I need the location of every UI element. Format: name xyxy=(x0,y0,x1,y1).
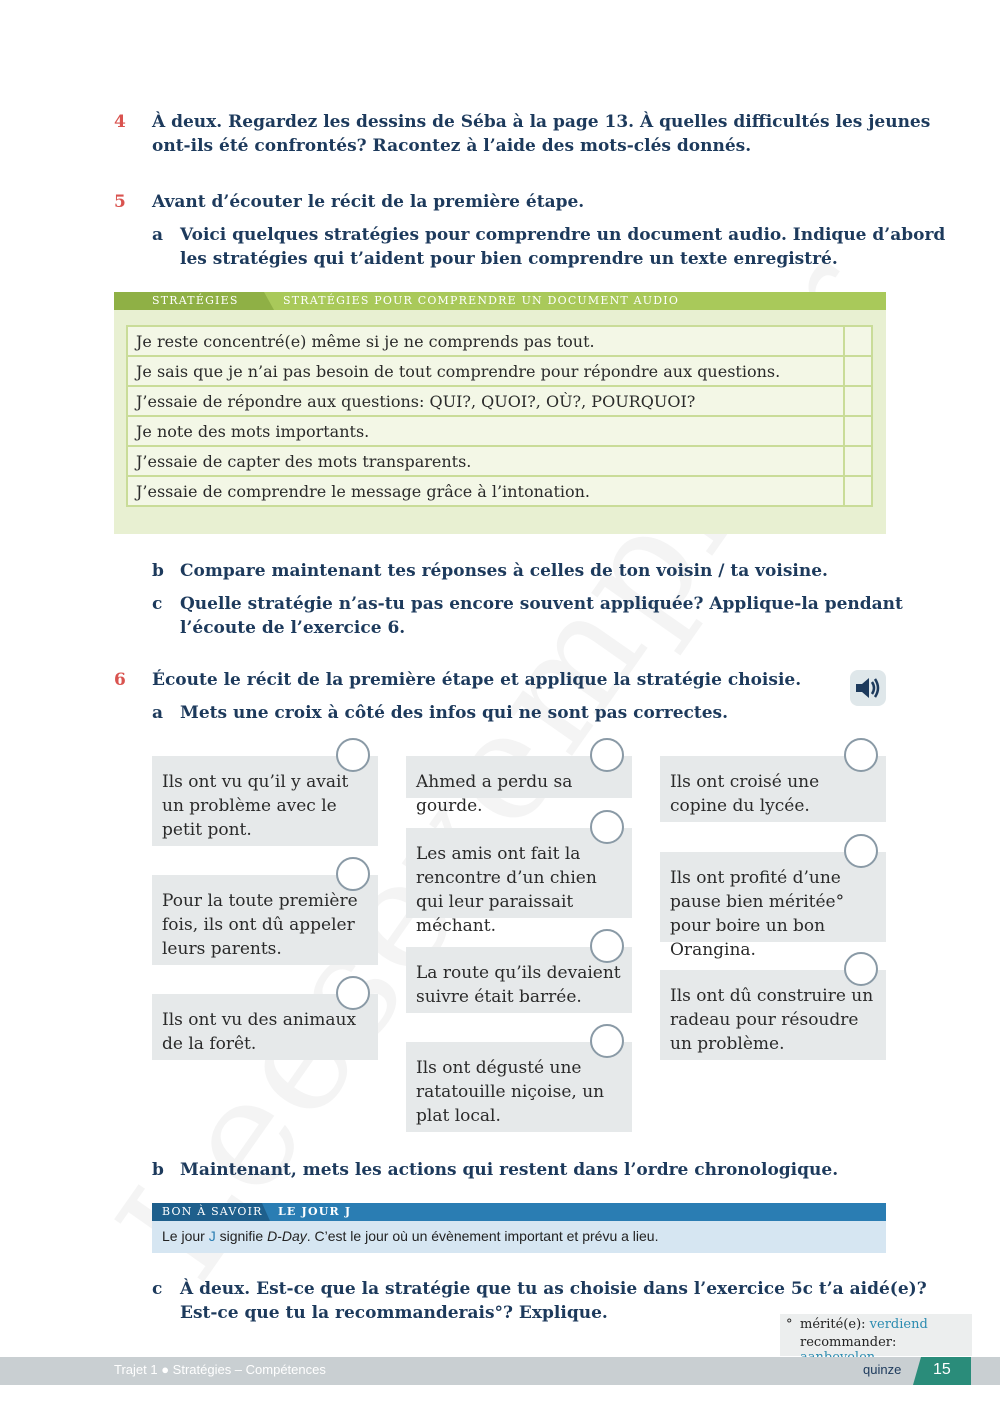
strategy-text: Je sais que je n’ai pas besoin de tout comprendre pour répondre aux questions. xyxy=(127,356,844,386)
bon-a-savoir-j: J xyxy=(208,1228,216,1244)
strategy-checkbox[interactable] xyxy=(844,416,872,446)
answer-circle[interactable] xyxy=(336,976,370,1010)
exercise-4-line-1: À deux. Regardez les dessins de Séba à la page 13. À quelles difficultés les jeunes xyxy=(152,112,931,132)
strategy-text: J’essaie de comprendre le message grâce à l’intonation. xyxy=(127,476,844,506)
strategy-checkbox[interactable] xyxy=(844,476,872,506)
exercise-5b-letter: b xyxy=(152,561,164,581)
answer-circle[interactable] xyxy=(844,738,878,772)
exercise-6c-letter: c xyxy=(152,1279,163,1299)
bon-a-savoir-dday: D-Day xyxy=(267,1228,307,1244)
exercise-5c-line-2: l’écoute de l’exercice 6. xyxy=(180,618,406,638)
exercise-5c-letter: c xyxy=(152,594,163,614)
info-card-text: Ils ont profité d’une pause bien méritée° pour boire un bon Orangina. xyxy=(670,868,845,960)
info-card-text: Les amis ont fait la rencontre d’un chien qui leur paraissait méchant. xyxy=(416,844,597,936)
exercise-6a-text: Mets une croix à côté des infos qui ne sont pas correctes. xyxy=(180,703,729,723)
exercise-5a-line-2: les stratégies qui t’aident pour bien comprendre un texte enregistré. xyxy=(180,249,838,269)
strategies-table xyxy=(126,325,873,507)
answer-circle[interactable] xyxy=(336,738,370,772)
answer-circle[interactable] xyxy=(590,738,624,772)
info-card-text: La route qu’ils devaient suivre était barrée. xyxy=(416,963,621,1007)
footnote-word: recommander: xyxy=(800,1335,897,1350)
footnote-word: mérité(e): xyxy=(800,1317,870,1332)
bon-a-savoir-tag: BON À SAVOIR xyxy=(162,1205,263,1218)
strategy-row xyxy=(127,356,872,386)
strategy-row xyxy=(127,416,872,446)
exercise-5a-letter: a xyxy=(152,225,164,245)
info-card-text: Ils ont dégusté une ratatouille niçoise, un plat local. xyxy=(416,1058,605,1126)
strategy-row xyxy=(127,386,872,416)
footer-page-word: quinze xyxy=(863,1362,902,1377)
footnote-box xyxy=(780,1314,972,1356)
exercise-6c-line-1: À deux. Est-ce que la stratégie que tu as choisie dans l’exercice 5c t’a aidé(e)? xyxy=(180,1279,927,1299)
info-card-text: Pour la toute première fois, ils ont dû appeler leurs parents. xyxy=(162,891,358,959)
strategies-tag: STRATÉGIES xyxy=(152,294,239,307)
exercise-6-number: 6 xyxy=(114,670,126,690)
exercise-4-number: 4 xyxy=(114,112,126,132)
strategy-text: Je reste concentré(e) même si je ne comprends pas tout. xyxy=(127,326,844,356)
strategies-title: STRATÉGIES POUR COMPRENDRE UN DOCUMENT AUDIO xyxy=(283,294,680,307)
info-card-text: Ahmed a perdu sa gourde. xyxy=(416,772,573,816)
exercise-5-number: 5 xyxy=(114,192,126,212)
info-card-text: Ils ont croisé une copine du lycée. xyxy=(670,772,820,816)
exercise-4-line-2: ont-ils été confrontés? Racontez à l’aide des mots-clés donnés. xyxy=(152,136,752,156)
strategy-row xyxy=(127,476,872,506)
strategy-text: J’essaie de répondre aux questions: QUI?, QUOI?, OÙ?, POURQUOI? xyxy=(127,386,844,416)
footnote-mark: ° xyxy=(786,1317,793,1332)
exercise-6c-line-2: Est-ce que tu la recommanderais°? Explique. xyxy=(180,1303,608,1323)
exercise-6b-text: Maintenant, mets les actions qui restent dans l’ordre chronologique. xyxy=(180,1160,839,1180)
answer-circle[interactable] xyxy=(844,952,878,986)
exercise-6-instruction: Écoute le récit de la première étape et applique la stratégie choisie. xyxy=(152,670,802,690)
info-card-text: Ils ont dû construire un radeau pour résoudre un problème. xyxy=(670,986,874,1054)
strategy-text: J’essaie de capter des mots transparents. xyxy=(127,446,844,476)
strategy-row xyxy=(127,326,872,356)
exercise-5c-line-1: Quelle stratégie n’as-tu pas encore souvent appliquée? Applique-la pendant xyxy=(180,594,903,614)
exercise-6a-letter: a xyxy=(152,703,164,723)
bon-a-savoir-text-part: . C’est le jour où un évènement important et prévu a lieu. xyxy=(306,1228,659,1244)
exercise-5a-line-1: Voici quelques stratégies pour comprendre un document audio. Indique d’abord xyxy=(180,225,946,245)
footnote-line-1 xyxy=(800,1317,928,1332)
bon-a-savoir-title: LE JOUR J xyxy=(278,1205,352,1218)
answer-circle[interactable] xyxy=(590,929,624,963)
strategy-checkbox[interactable] xyxy=(844,356,872,386)
footer-chapter: Trajet 1 ● Stratégies – Compétences xyxy=(114,1362,326,1377)
audio-speaker-icon[interactable] xyxy=(850,670,886,706)
bon-a-savoir-text-part: Le jour xyxy=(162,1228,209,1244)
exercise-5-instruction: Avant d’écouter le récit de la première étape. xyxy=(152,192,585,212)
answer-circle[interactable] xyxy=(590,810,624,844)
info-card-text: Ils ont vu qu’il y avait un problème avec le petit pont. xyxy=(162,772,349,840)
answer-circle[interactable] xyxy=(336,857,370,891)
strategy-checkbox[interactable] xyxy=(844,326,872,356)
strategy-row xyxy=(127,446,872,476)
bon-a-savoir-text-part: signifie xyxy=(215,1228,268,1244)
strategy-checkbox[interactable] xyxy=(844,446,872,476)
strategy-text: Je note des mots importants. xyxy=(127,416,844,446)
exercise-5b-text: Compare maintenant tes réponses à celles de ton voisin / ta voisine. xyxy=(180,561,828,581)
page-number: 15 xyxy=(933,1361,951,1378)
footnote-translation: verdiend xyxy=(869,1317,928,1332)
answer-circle[interactable] xyxy=(844,834,878,868)
info-card-text: Ils ont vu des animaux de la forêt. xyxy=(162,1010,357,1054)
bon-a-savoir-text xyxy=(162,1228,658,1244)
exercise-6b-letter: b xyxy=(152,1160,164,1180)
answer-circle[interactable] xyxy=(590,1024,624,1058)
strategy-checkbox[interactable] xyxy=(844,386,872,416)
